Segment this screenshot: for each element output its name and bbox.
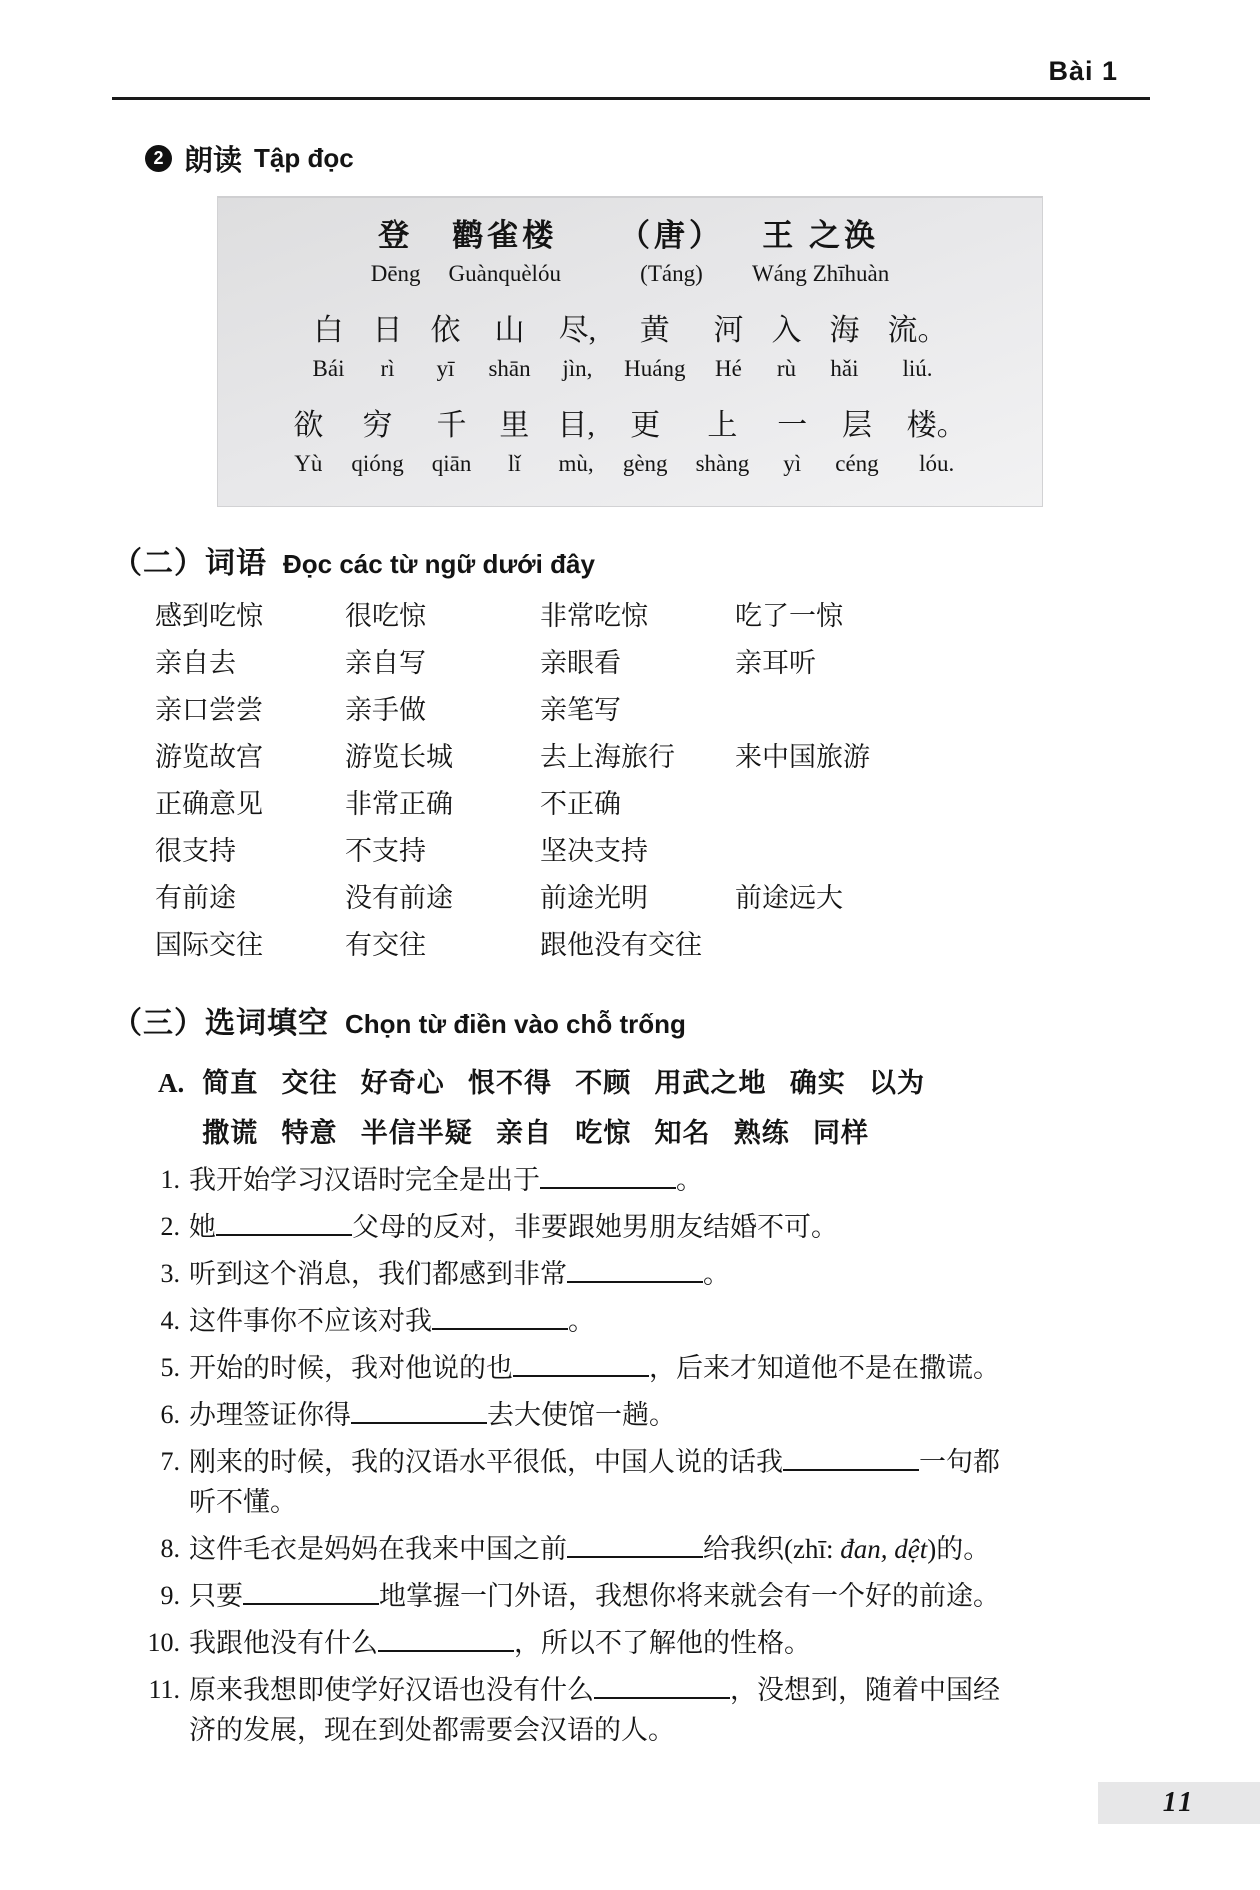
item-text (189, 1623, 1162, 1663)
poem-syllable: 依 yī (430, 314, 461, 381)
item-text (189, 1207, 1162, 1247)
item-text-post: ，所以不了解他的性格。 (514, 1628, 811, 1658)
poem-syllable: 目, mù, (557, 409, 595, 476)
item-text-post: 。 (703, 1259, 730, 1289)
fill-blank (216, 1230, 352, 1236)
item-text-pre: 只要 (189, 1581, 243, 1611)
item-text-pre: 刚来的时候，我的汉语水平很低，中国人说的话我 (189, 1447, 783, 1477)
circled-number-2-badge: 2 (145, 145, 172, 172)
word-item: 国际交往 (155, 930, 263, 960)
item-text-pre: 开始的时候，我对他说的也 (189, 1353, 513, 1383)
word-item: 亲笔写 (540, 695, 621, 725)
item-text-wrapped-line: 听不懂。 (189, 1487, 297, 1517)
item-text (189, 1348, 1162, 1388)
word-item: 亲眼看 (540, 648, 621, 678)
item-text-post: 一句都 (919, 1447, 1000, 1477)
word-item: 不支持 (345, 836, 426, 866)
poem-syllable: 白 Bái (312, 314, 345, 381)
item-text-post: ，后来才知道他不是在撒谎。 (649, 1353, 1000, 1383)
item-text (189, 1442, 1162, 1522)
section-reading-title-cn: 朗读 (184, 145, 243, 177)
item-text-post: 去大使馆一趟。 (487, 1400, 676, 1430)
word-item: 游览长城 (345, 742, 453, 772)
item-text-post: 地掌握一门外语，我想你将来就会有一个好的前途。 (379, 1581, 1000, 1611)
poem-syllable: 穷 qióng (351, 409, 404, 476)
word-item: 去上海旅行 (540, 742, 675, 772)
item-number: 5. (160, 1353, 180, 1382)
poem-syllable: 欲 Yù (293, 409, 324, 476)
section-fill-heading (112, 998, 686, 1042)
word-item: 正确意见 (155, 789, 263, 819)
poem-syllable: 黄 Huáng (624, 314, 686, 381)
word-item: 前途光明 (540, 883, 648, 913)
poem-syllable: 海 hǎi (829, 314, 860, 381)
item-text-post: 。 (676, 1165, 703, 1195)
item-text (189, 1254, 1162, 1294)
word-item: 感到吃惊 (155, 601, 263, 631)
section-fill-title-vi: Chọn từ điền vào chỗ trống (345, 1009, 686, 1039)
word-item: 跟他没有交往 (540, 930, 702, 960)
fill-item-1 (130, 1160, 1162, 1200)
poem-syllable: 鹳雀楼 Guànquèlóu (448, 218, 561, 286)
poem-syllable: 流。 liú. (887, 314, 948, 381)
item-number: 8. (160, 1534, 180, 1563)
poem-syllable: 上 shàng (695, 409, 750, 476)
item-number: 2. (160, 1212, 180, 1241)
poem-box (217, 196, 1043, 507)
poem-verse-line-1 (313, 313, 948, 384)
poem-syllable: 更 gèng (622, 409, 668, 476)
word-item (735, 925, 1105, 972)
item-text-post: 父母的反对，非要跟她男朋友结婚不可。 (352, 1212, 838, 1242)
word-item: 亲自去 (155, 648, 236, 678)
poem-syllable: 入 rù (771, 314, 802, 381)
fill-blank (378, 1646, 514, 1652)
word-item: 亲手做 (345, 695, 426, 725)
item-text (189, 1301, 1162, 1341)
word-item: 有交往 (345, 930, 426, 960)
item-text (189, 1576, 1162, 1616)
item-text-pre: 听到这个消息，我们都感到非常 (189, 1259, 567, 1289)
poem-syllable: 里 lǐ (499, 409, 530, 476)
fill-item-3 (130, 1254, 1162, 1294)
word-item: 有前途 (155, 883, 236, 913)
word-item: 前途远大 (735, 883, 843, 913)
poem-syllable: 王 之涣 Wáng Zhīhuàn (751, 218, 890, 286)
item-number: 10. (147, 1628, 180, 1657)
poem-syllable: 尽, jìn, (558, 314, 597, 381)
word-item: 亲自写 (345, 648, 426, 678)
item-text (189, 1529, 1162, 1569)
page-number-band (1098, 1782, 1260, 1824)
item-text (189, 1395, 1162, 1435)
poem-syllable: 日 rì (372, 314, 403, 381)
word-item: 来中国旅游 (735, 742, 870, 772)
fill-blank (783, 1465, 919, 1471)
word-item (735, 784, 1105, 831)
word-item (735, 690, 1105, 737)
word-item: 很吃惊 (345, 601, 426, 631)
item-number: 1. (160, 1165, 180, 1194)
item-text-pre: 这件毛衣是妈妈在我来中国之前 (189, 1534, 567, 1564)
item-text (189, 1670, 1162, 1750)
poem-syllable: 层 céng (835, 409, 879, 476)
word-item: 坚决支持 (540, 836, 648, 866)
poem-syllable: 河 Hé (713, 314, 744, 381)
poem-syllable: （唐） (Táng) (618, 218, 724, 286)
item-number: 6. (160, 1400, 180, 1429)
word-item: 亲耳听 (735, 648, 816, 678)
poem-syllable: 山 shān (488, 314, 531, 381)
poem-syllable: 楼。 lóu. (906, 409, 967, 476)
fill-blank (540, 1183, 676, 1189)
word-list-grid (155, 596, 1105, 972)
fill-item-5 (130, 1348, 1162, 1388)
fill-item-8 (130, 1529, 1162, 1569)
poem-syllable: 登 Dēng (370, 218, 421, 286)
word-item: 非常正确 (345, 789, 453, 819)
word-item (735, 831, 1105, 878)
item-text-pre: 我开始学习汉语时完全是出于 (189, 1165, 540, 1195)
poem-syllable: 千 qiān (431, 409, 472, 476)
fill-item-9 (130, 1576, 1162, 1616)
item-number: 9. (160, 1581, 180, 1610)
fill-blank (594, 1693, 730, 1699)
section-fill-title-cn: （三）选词填空 (112, 1007, 329, 1040)
section-reading-heading (145, 138, 354, 179)
item-number: 3. (160, 1259, 180, 1288)
lesson-header-label: Bài 1 (1048, 56, 1118, 86)
item-number: 4. (160, 1306, 180, 1335)
section-words-title-cn: （二）词语 (112, 547, 267, 580)
poem-title-line (371, 218, 890, 289)
item-text-vietnamese-gloss: đan, dệt (840, 1534, 928, 1564)
word-item: 游览故宫 (155, 742, 263, 772)
page-number: 11 (1162, 1787, 1196, 1818)
word-bank-lines (202, 1058, 925, 1158)
word-bank-line-1: 简直 交往 好奇心 恨不得 不顾 用武之地 确实 以为 (202, 1068, 925, 1098)
fill-item-10 (130, 1623, 1162, 1663)
item-text (189, 1160, 1162, 1200)
fill-blank (567, 1552, 703, 1558)
section-reading-title-vi: Tập đọc (254, 143, 354, 173)
item-text-post: 。 (568, 1306, 595, 1336)
item-number: 7. (160, 1447, 180, 1476)
fill-blank (567, 1277, 703, 1283)
item-text-wrapped-line: 济的发展，现在到处都需要会汉语的人。 (189, 1715, 675, 1745)
item-text-pre: 她 (189, 1212, 216, 1242)
word-item: 没有前途 (345, 883, 453, 913)
poem-verse-line-2 (293, 408, 966, 479)
poem-syllable: 一 yì (777, 409, 808, 476)
fill-blank (432, 1324, 568, 1330)
item-text-pre: 原来我想即使学好汉语也没有什么 (189, 1675, 594, 1705)
fill-blank (243, 1599, 379, 1605)
word-bank-line-2: 撒谎 特意 半信半疑 亲自 吃惊 知名 熟练 同样 (202, 1118, 869, 1148)
fill-item-2 (130, 1207, 1162, 1247)
item-text-post: ，没想到，随着中国经 (730, 1675, 1000, 1705)
word-item: 不正确 (540, 789, 621, 819)
fill-blank (513, 1371, 649, 1377)
item-text-pre: 办理签证你得 (189, 1400, 351, 1430)
fill-item-6 (130, 1395, 1162, 1435)
header-divider-rule (112, 97, 1150, 100)
item-text-pre: 我跟他没有什么 (189, 1628, 378, 1658)
word-bank-label: A. (158, 1068, 185, 1098)
word-item: 很支持 (155, 836, 236, 866)
section-words-heading (112, 538, 595, 582)
item-number: 11. (148, 1675, 180, 1704)
word-item: 非常吃惊 (540, 601, 648, 631)
item-text-pre: 这件事你不应该对我 (189, 1306, 432, 1336)
fill-item-list (130, 1160, 1162, 1757)
word-bank (158, 1058, 925, 1158)
item-text-post: 给我织(zhī: (703, 1534, 841, 1564)
word-item: 亲口尝尝 (155, 695, 263, 725)
fill-item-7 (130, 1442, 1162, 1522)
section-words-title-vi: Đọc các từ ngữ dưới đây (283, 549, 595, 579)
fill-item-4 (130, 1301, 1162, 1341)
item-text-post-end: )的。 (927, 1534, 991, 1564)
fill-item-11 (130, 1670, 1162, 1750)
word-item: 吃了一惊 (735, 601, 843, 631)
fill-blank (351, 1418, 487, 1424)
